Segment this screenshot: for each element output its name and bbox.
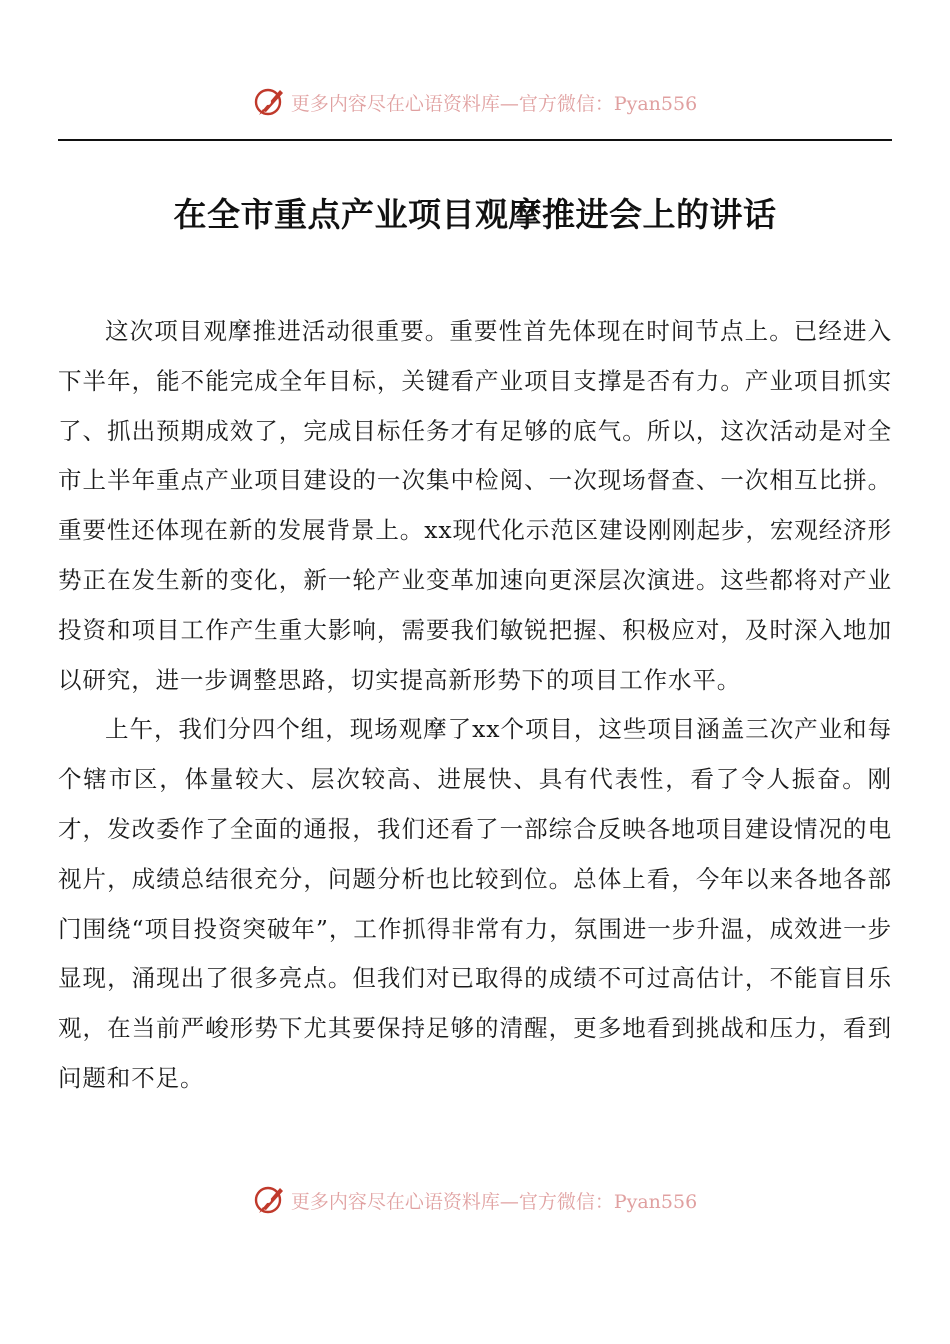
header-banner [0,82,950,122]
body-paragraph-2: 上午，我们分四个组，现场观摩了xx个项目，这些项目涵盖三次产业和每个辖市区，体量较大、层次较高、进展快、具有代表性，看了令人振奋。刚才，发改委作了全面的通报，我们还看了一部综合反映各地项目建设情况的电视片，成绩总结很充分，问题分析也比较到位。总体上看，今年以来各地各部门围绕“项目投资突破年”，工作抓得非常有力，氛围进一步升温，成效进一步显现，涌现出了很多亮点。但我们对已取得的成绩不可过高估计，不能盲目乐观，在当前严峻形势下尤其要保持足够的清醒，更多地看到挑战和压力，看到问题和不足。 [58,715,892,1092]
header-divider [58,139,892,141]
body-paragraph-1: 这次项目观摩推进活动很重要。重要性首先体现在时间节点上。已经进入下半年，能不能完成全年目标，关键看产业项目支撑是否有力。产业项目抓实了、抓出预期成效了，完成目标任务才有足够的底气。所以，这次活动是对全市上半年重点产业项目建设的一次集中检阅、一次现场督查、一次相互比拼。重要性还体现在新的发展背景上。xx现代化示范区建设刚刚起步，宏观经济形势正在发生新的变化，新一轮产业变革加速向更深层次演进。这些都将对产业投资和项目工作产生重大影响，需要我们敏锐把握、积极应对，及时深入地加以研究，进一步调整思路，切实提高新形势下的项目工作水平。 [58,317,892,694]
quill-logo-icon [253,1183,287,1217]
quill-logo-icon [253,85,287,119]
footer-banner [0,1180,950,1220]
document-title: 在全市重点产业项目观摩推进会上的讲话 [173,195,777,235]
document-body [58,307,892,1104]
footer-banner-text: 更多内容尽在心语资料库—官方微信：Pyan556 [290,1190,698,1213]
header-banner-text: 更多内容尽在心语资料库—官方微信：Pyan556 [290,92,698,115]
